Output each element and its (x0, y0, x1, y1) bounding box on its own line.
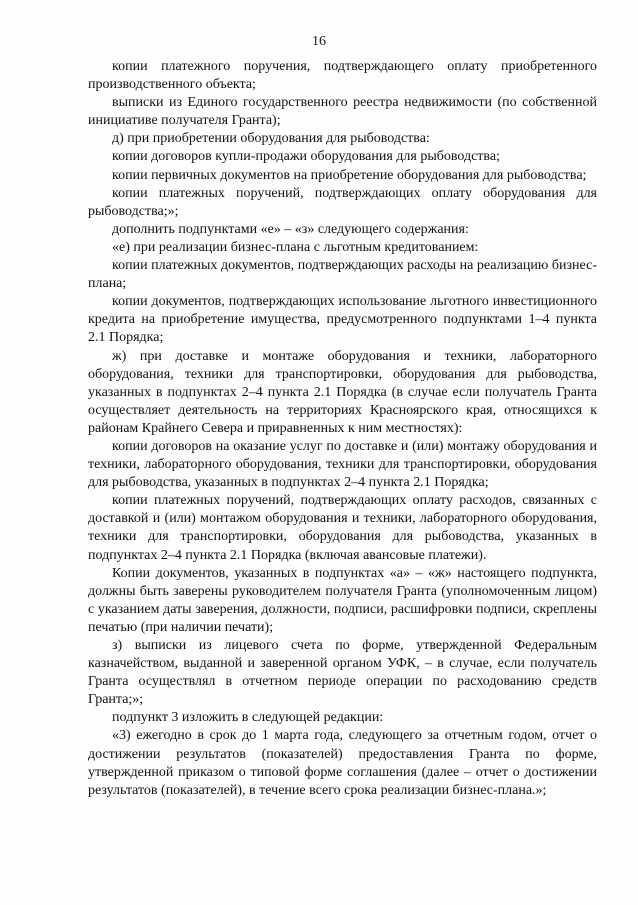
paragraph: копии первичных документов на приобретение оборудования для рыбоводства; (112, 167, 587, 183)
paragraph: копии документов, подтверждающих использование льготного инвестиционного кредита на приобретение имущества, предусмотренного подпунктами 1–4 пункта 2.1 Порядка; (88, 294, 597, 346)
paragraph: ж) при доставке и монтаже оборудования и техники, лабораторного оборудования, техники для транспортировки, оборудования для рыбоводства, указанных в подпунктах 2–4 пункта 2.1 Порядка (в случае если получатель Гранта осуществляет деятельность на территориях Красноярского края, относящихся к районам Крайнего Севера и приравненных к ним местностях): (88, 348, 597, 436)
paragraph: копии договоров купли-продажи оборудования для рыбоводства; (112, 149, 500, 165)
paragraph: копии платежных поручений, подтверждающих оплату расходов, связанных с доставкой и (или) монтажом оборудования и техники, лабораторного оборудования, техники для транспортировки, оборудования для рыбоводства, указанных в подпунктах 2–4 пункта 2.1 Порядка (включая авансовые платежи). (88, 493, 597, 563)
paragraph: д) при приобретении оборудования для рыбоводства: (112, 131, 430, 147)
paragraph: копии платежного поручения, подтверждающего оплату приобретенного производственного объекта; (88, 59, 597, 93)
paragraph: выписки из Единого государственного реестра недвижимости (по собственной инициативе получателя Гранта); (88, 95, 597, 129)
paragraph: «3) ежегодно в срок до 1 марта года, следующего за отчетным годом, отчет о достижении результатов (показателей) предоставления Гранта по форме, утвержденной приказом о типовой форме соглашения (далее – отчет о достижении результатов (показателей), в течение всего срока реализации бизнес-плана.»; (88, 728, 597, 798)
paragraph: копии платежных поручений, подтверждающих оплату оборудования для рыбоводства;»; (88, 185, 597, 219)
paragraph: подпункт 3 изложить в следующей редакции: (112, 710, 384, 726)
paragraph: копии договоров на оказание услуг по доставке и (или) монтажу оборудования и техники, лабораторного оборудования, техники для транспортировки, оборудования для рыбоводства, указанных в подпунктах 2–4 пункта 2.1 Порядка; (88, 438, 597, 491)
document-body (88, 58, 597, 800)
paragraph: копии платежных документов, подтверждающих расходы на реализацию бизнес-плана; (88, 258, 597, 292)
paragraph: з) выписки из лицевого счета по форме, утвержденной Федеральным казначейством, выданной и заверенной органом УФК, – в случае, если получатель Гранта осуществлял в отчетном периоде операции по расходованию средств Гранта;»; (88, 638, 597, 708)
paragraph: «е) при реализации бизнес-плана с льготным кредитованием: (112, 239, 479, 255)
paragraph: Копии документов, указанных в подпунктах «а» – «ж» настоящего подпункта, должны быть заверены руководителем получателя Гранта (уполномоченным лицом) с указанием даты заверения, должности, подписи, расшифровки подписи, скреплены печатью (при наличии печати); (88, 565, 597, 635)
page-number: 16 (312, 34, 326, 49)
paragraph: дополнить подпунктами «е» – «з» следующего содержания: (112, 221, 469, 237)
